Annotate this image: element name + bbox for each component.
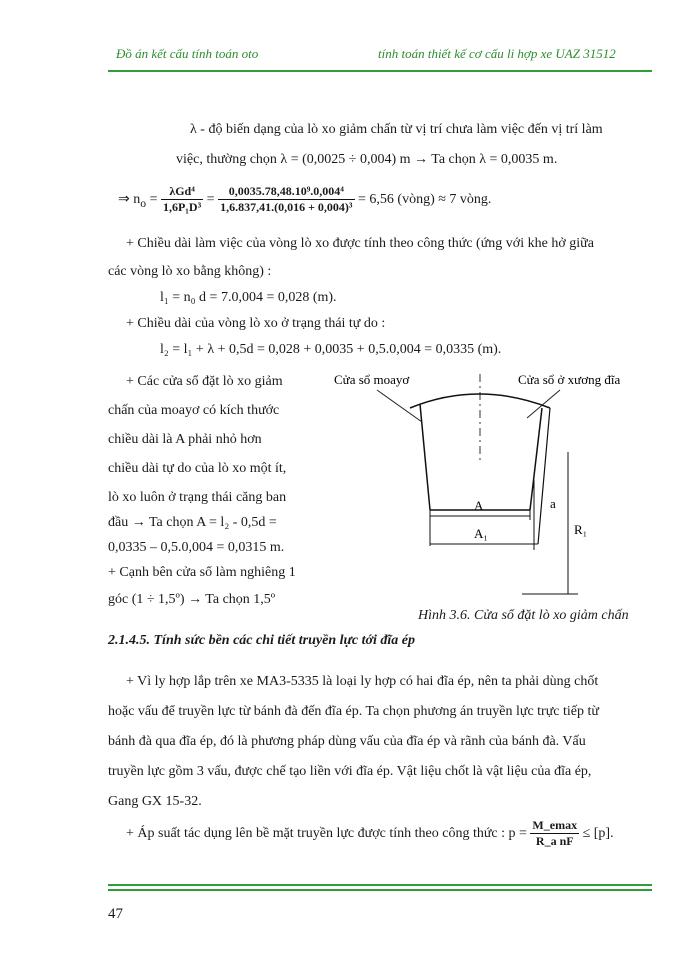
window-line-6: đầu → Ta chọn A = l₂ - 0,5d = xyxy=(108,515,277,530)
window-line-7: 0,0335 – 0,5.0,004 = 0,0315 m. xyxy=(108,540,285,555)
header-rule xyxy=(108,70,652,72)
window-line-3: chiều dài là A phải nhỏ hơn xyxy=(108,432,262,447)
label-hub-window: Cửa sổ moayơ xyxy=(334,372,410,387)
pressure-den: R_a nF xyxy=(535,834,574,849)
fraction-2-num: 0,0035.78,48.10⁹.0,004⁴ xyxy=(218,184,354,200)
header-right: tính toán thiết kế cơ cấu li hợp xe UAZ 31512 xyxy=(378,46,616,61)
window-right-side xyxy=(530,408,542,510)
label-disc-window: Cửa sổ ở xương đĩa xyxy=(518,372,621,387)
window-line-8: + Cạnh bên cửa sổ làm nghiêng 1 xyxy=(108,565,296,580)
lambda-line-1: λ - độ biến dạng của lò xo giảm chấn từ vị trí chưa làm việc đến vị trí làm xyxy=(190,122,603,137)
para-line-3: bánh đà qua đĩa ép, đó là phương pháp dùng vấu của đĩa ép và rãnh của bánh đà. Vấu xyxy=(108,734,586,749)
fraction-1-num: λGd⁴ xyxy=(161,184,203,200)
lambda-line-2: việc, thường chọn λ = (0,0025 ÷ 0,004) m → Ta chọn λ = 0,0035 m. xyxy=(176,152,558,167)
formula-eq1: = xyxy=(149,192,158,207)
formula-result: = 6,56 (vòng) ≈ 7 vòng. xyxy=(358,192,492,207)
fraction-2 xyxy=(218,184,354,215)
fraction-1-den: 1,6P₁D³ xyxy=(162,200,202,215)
l2-formula: l₂ = l₁ + λ + 0,5d = 0,028 + 0,0035 + 0,5.0,004 = 0,0335 (m). xyxy=(160,342,502,357)
formula-eq2: = xyxy=(206,192,215,207)
spring-window-figure xyxy=(322,362,652,608)
para-line-2: hoặc vấu để truyền lực từ bánh đà đến đĩa ép. Ta chọn phương án truyền lực trực tiếp từ xyxy=(108,704,599,719)
fraction-2-den: 1,6.837,41.(0,016 + 0,004)³ xyxy=(220,200,353,215)
window-line-2: chấn của moayơ có kích thước xyxy=(108,403,280,418)
footer-rule-1 xyxy=(108,884,652,886)
window-line-1: + Các cửa sổ đặt lò xo giảm xyxy=(126,374,283,389)
page-number: 47 xyxy=(108,906,123,922)
figure-caption: Hình 3.6. Cửa sổ đặt lò xo giảm chấn xyxy=(418,608,629,623)
window-line-9: góc (1 ÷ 1,5º) → Ta chọn 1,5º xyxy=(108,592,276,607)
footer-rule-2 xyxy=(108,889,652,891)
para-line-5: Gang GX 15-32. xyxy=(108,794,202,809)
header-left: Đồ án kết cấu tính toán oto xyxy=(116,46,259,61)
pressure-text: + Áp suất tác dụng lên bề mặt truyền lực được tính theo công thức : p = xyxy=(126,826,527,841)
pressure-formula xyxy=(126,818,614,850)
para-line-4: truyền lực gồm 3 vấu, được chế tạo liền với đĩa ép. Vật liệu chốt là vật liệu của đĩa ép, xyxy=(108,764,592,779)
work-length-line-1: + Chiều dài làm việc của vòng lò xo được tính theo công thức (ứng với khe hở giữa xyxy=(126,236,594,251)
para-line-1: + Vì ly hợp lắp trên xe MA3-5335 là loại ly hợp có hai đĩa ép, nên ta phải dùng chốt xyxy=(126,674,599,689)
work-length-line-2: các vòng lò xo bằng không) : xyxy=(108,264,272,279)
formula-prefix-sub: o xyxy=(140,196,147,210)
dim-label-A: A xyxy=(474,498,484,513)
window-line-4: chiều dài tự do của lò xo một ít, xyxy=(108,461,287,476)
dim-label-R1: R₁ xyxy=(574,522,588,537)
dim-label-a: a xyxy=(550,496,556,511)
pressure-num: M_emax xyxy=(532,818,578,833)
leader-right xyxy=(527,390,560,418)
spring-count-formula xyxy=(118,184,491,220)
l1-formula: l₁ = n₀ d = 7.0,004 = 0,028 (m). xyxy=(160,290,337,305)
fraction-1 xyxy=(161,184,203,215)
window-line-5: lò xo luôn ở trạng thái căng ban xyxy=(108,490,287,505)
window-left-side xyxy=(420,404,430,510)
pressure-tail: ≤ [p]. xyxy=(582,826,614,841)
free-length-line: + Chiều dài của vòng lò xo ở trạng thái tự do : xyxy=(126,316,386,331)
formula-prefix: ⇒ n xyxy=(118,192,141,207)
section-title: 2.1.4.5. Tính sức bền các chi tiết truyền lực tới đĩa ép xyxy=(108,633,415,648)
dim-label-A1: A₁ xyxy=(474,526,488,541)
pressure-fraction xyxy=(530,818,579,849)
